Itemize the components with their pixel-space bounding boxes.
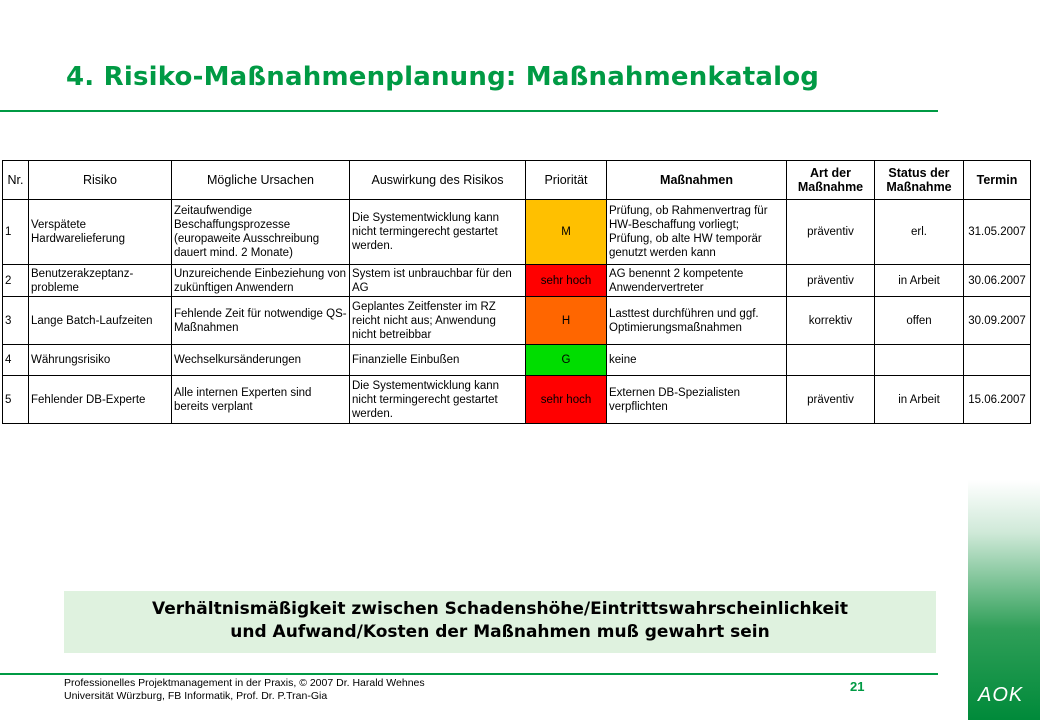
cell-prioritaet: M	[526, 200, 607, 265]
cell-termin: 31.05.2007	[964, 200, 1031, 265]
note-line-2: und Aufwand/Kosten der Maßnahmen muß gewahrt sein	[230, 622, 770, 642]
slide-title: 4. Risiko-Maßnahmenplanung: Maßnahmenkatalog	[66, 62, 820, 92]
cell-risiko: Lange Batch-Laufzeiten	[29, 297, 172, 345]
cell-risiko: Währungsrisiko	[29, 345, 172, 376]
cell-auswirkung: Die Systementwicklung kann nicht termingerecht gestartet werden.	[350, 200, 526, 265]
header-art-line2: Maßnahme	[797, 180, 864, 194]
header-status	[875, 161, 964, 200]
table-row	[3, 345, 1031, 376]
header-ursachen: Mögliche Ursachen	[172, 161, 350, 200]
cell-nr: 1	[3, 200, 29, 265]
header-nr: Nr.	[3, 161, 29, 200]
risk-measures-table	[2, 160, 1031, 424]
cell-auswirkung: Geplantes Zeitfenster im RZ reicht nicht aus; Anwendung nicht betreibbar	[350, 297, 526, 345]
header-prioritaet: Priorität	[526, 161, 607, 200]
table-row	[3, 376, 1031, 424]
cell-risiko: Verspätete Hardwarelieferung	[29, 200, 172, 265]
cell-massnahmen: keine	[607, 345, 787, 376]
cell-massnahmen: Lasttest durchführen und ggf. Optimierungsmaßnahmen	[607, 297, 787, 345]
cell-ursachen: Wechselkursänderungen	[172, 345, 350, 376]
table-header-row	[3, 161, 1031, 200]
cell-ursachen: Unzureichende Einbeziehung von zukünftigen Anwendern	[172, 265, 350, 297]
aok-logo: AOK	[978, 684, 1024, 706]
table-row	[3, 265, 1031, 297]
proportionality-note	[64, 591, 936, 653]
cell-ursachen: Alle internen Experten sind bereits verplant	[172, 376, 350, 424]
header-massnahmen: Maßnahmen	[607, 161, 787, 200]
footer-divider	[0, 673, 938, 675]
header-art	[787, 161, 875, 200]
cell-art: präventiv	[787, 265, 875, 297]
cell-auswirkung: System ist unbrauchbar für den AG	[350, 265, 526, 297]
cell-massnahmen: Prüfung, ob Rahmenvertrag für HW-Beschaffung vorliegt; Prüfung, ob alte HW temporär genutzt werden kann	[607, 200, 787, 265]
cell-art: korrektiv	[787, 297, 875, 345]
cell-status: in Arbeit	[875, 376, 964, 424]
cell-risiko: Benutzerakzeptanz-probleme	[29, 265, 172, 297]
cell-status: erl.	[875, 200, 964, 265]
footer-line-1: Professionelles Projektmanagement in der Praxis, © 2007 Dr. Harald Wehnes	[64, 677, 425, 689]
page-number: 21	[850, 679, 865, 694]
cell-nr: 2	[3, 265, 29, 297]
title-divider	[0, 110, 938, 112]
cell-risiko: Fehlender DB-Experte	[29, 376, 172, 424]
cell-ursachen: Zeitaufwendige Beschaffungsprozesse (europaweite Ausschreibung dauert mind. 2 Monate)	[172, 200, 350, 265]
cell-ursachen: Fehlende Zeit für notwendige QS-Maßnahmen	[172, 297, 350, 345]
header-risiko: Risiko	[29, 161, 172, 200]
cell-art: präventiv	[787, 200, 875, 265]
cell-termin: 30.09.2007	[964, 297, 1031, 345]
cell-termin	[964, 345, 1031, 376]
cell-nr: 4	[3, 345, 29, 376]
footer-line-2: Universität Würzburg, FB Informatik, Prof. Dr. P.Tran-Gia	[64, 690, 328, 702]
header-status-line1: Status der	[888, 166, 950, 180]
header-art-line1: Art der	[810, 166, 851, 180]
cell-auswirkung: Finanzielle Einbußen	[350, 345, 526, 376]
cell-status: offen	[875, 297, 964, 345]
table-row	[3, 297, 1031, 345]
cell-prioritaet: G	[526, 345, 607, 376]
note-line-1: Verhältnismäßigkeit zwischen Schadenshöhe/Eintrittswahrscheinlichkeit	[152, 599, 848, 619]
cell-nr: 3	[3, 297, 29, 345]
cell-termin: 30.06.2007	[964, 265, 1031, 297]
footer-credits	[64, 677, 425, 703]
header-status-line2: Maßnahme	[886, 180, 952, 194]
cell-art: präventiv	[787, 376, 875, 424]
cell-massnahmen: AG benennt 2 kompetente Anwendervertreter	[607, 265, 787, 297]
cell-status	[875, 345, 964, 376]
cell-massnahmen: Externen DB-Spezialisten verpflichten	[607, 376, 787, 424]
cell-auswirkung: Die Systementwicklung kann nicht termingerecht gestartet werden.	[350, 376, 526, 424]
cell-prioritaet: sehr hoch	[526, 265, 607, 297]
cell-nr: 5	[3, 376, 29, 424]
header-auswirkung: Auswirkung des Risikos	[350, 161, 526, 200]
cell-prioritaet: sehr hoch	[526, 376, 607, 424]
table-row	[3, 200, 1031, 265]
cell-termin: 15.06.2007	[964, 376, 1031, 424]
cell-status: in Arbeit	[875, 265, 964, 297]
header-termin: Termin	[964, 161, 1031, 200]
cell-prioritaet: H	[526, 297, 607, 345]
cell-art	[787, 345, 875, 376]
